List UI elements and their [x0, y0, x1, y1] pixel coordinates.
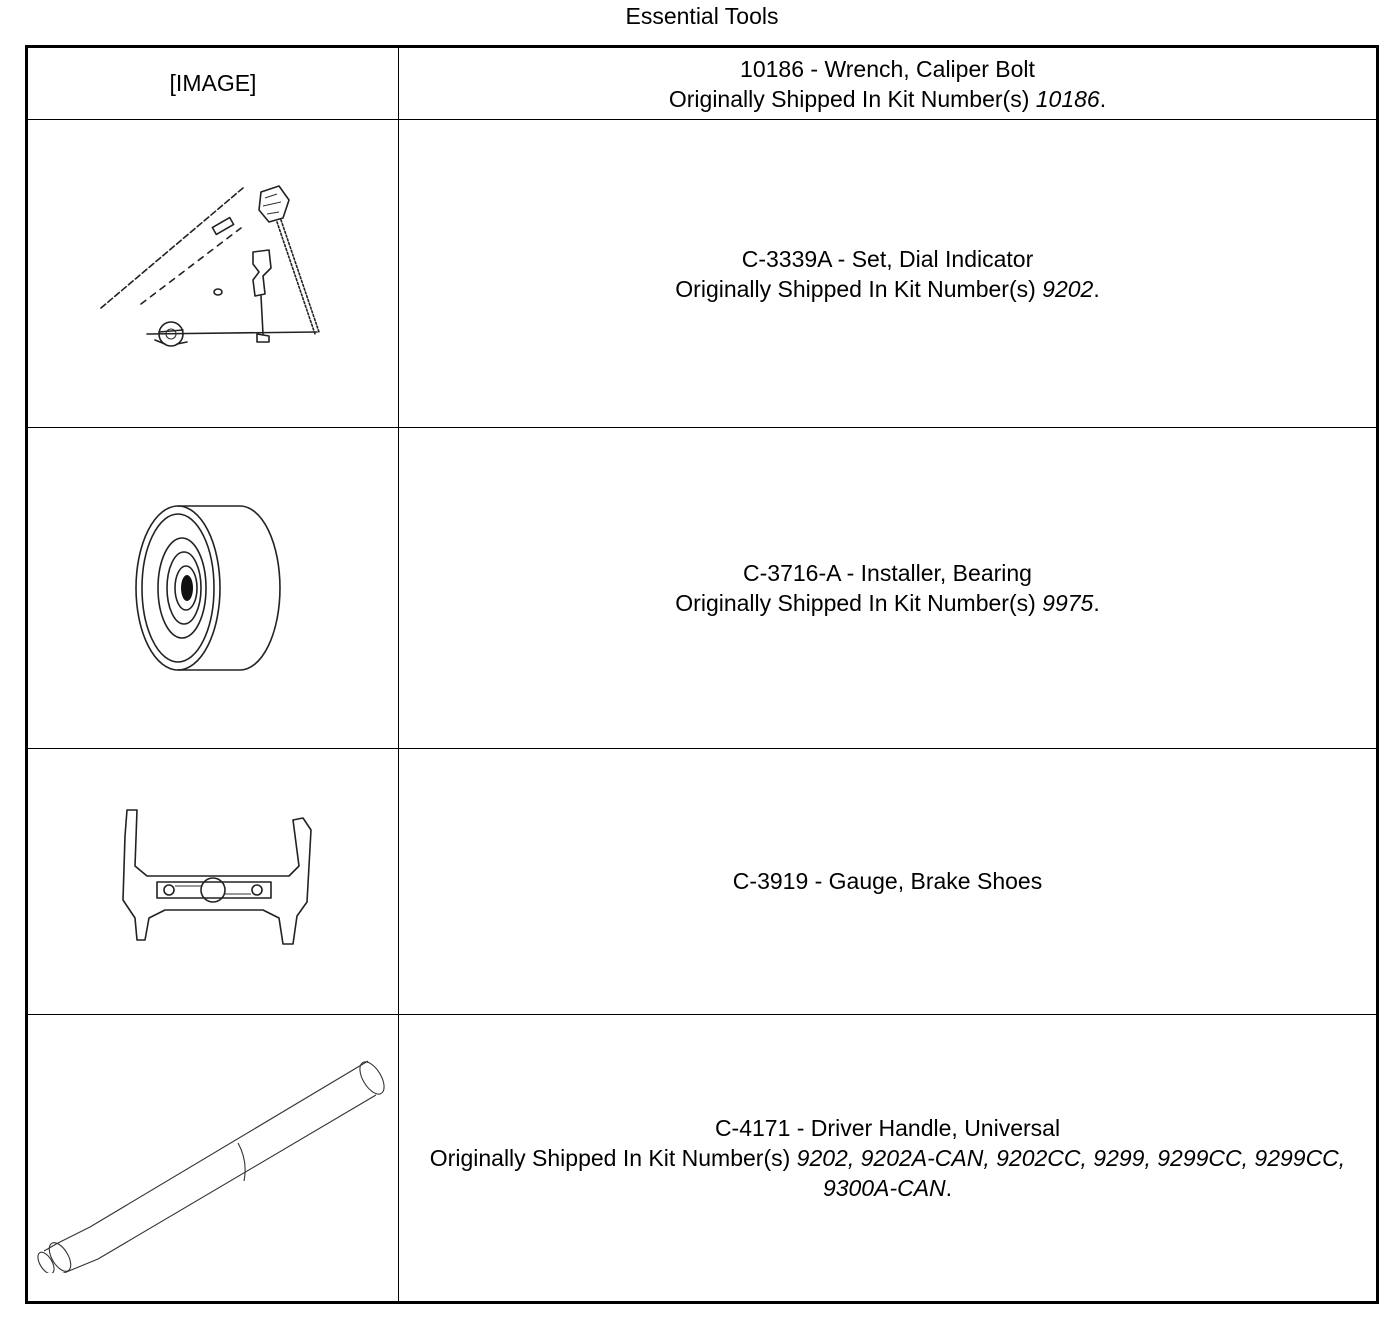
table-row [27, 428, 1378, 748]
kit-numbers: 10186 [1035, 85, 1100, 112]
tool-name: C-3339A - Set, Dial Indicator [741, 245, 1034, 272]
kit-prefix: Originally Shipped In Kit Number(s) [675, 275, 1043, 302]
dial-indicator-set-icon [93, 184, 333, 364]
essential-tools-table [25, 45, 1379, 1304]
tool-description [399, 748, 1378, 1014]
tool-image-placeholder: [IMAGE] [27, 47, 399, 120]
tool-description [399, 428, 1378, 748]
tool-image-cell [27, 120, 399, 428]
tool-image-cell [27, 1014, 399, 1302]
tool-description [399, 120, 1378, 428]
kit-suffix: . [1093, 275, 1100, 302]
bearing-installer-icon [128, 498, 298, 678]
kit-line [399, 588, 1376, 618]
kit-line [399, 1143, 1376, 1203]
tool-description [399, 47, 1378, 120]
kit-prefix: Originally Shipped In Kit Number(s) [668, 85, 1036, 112]
tool-name: C-3716-A - Installer, Bearing [743, 559, 1032, 586]
kit-suffix: . [1093, 589, 1100, 616]
tool-name: C-4171 - Driver Handle, Universal [714, 1114, 1061, 1141]
kit-numbers: 9202 [1042, 275, 1094, 302]
brake-shoe-gauge-icon [113, 806, 313, 956]
tool-description [399, 1014, 1378, 1302]
kit-prefix: Originally Shipped In Kit Number(s) [429, 1144, 797, 1171]
kit-suffix: . [945, 1174, 953, 1201]
driver-handle-icon [30, 1043, 396, 1273]
table-row [27, 1014, 1378, 1302]
table-row [27, 47, 1378, 120]
tool-image-cell [27, 428, 399, 748]
page-title: Essential Tools [625, 3, 779, 29]
kit-numbers: 9975 [1042, 589, 1094, 616]
tool-name: 10186 - Wrench, Caliper Bolt [740, 55, 1035, 82]
kit-line [399, 84, 1376, 114]
kit-numbers: 9202, 9202A-CAN, 9202CC, 9299, 9299CC, 9299CC, 9300A-CAN [796, 1144, 1346, 1201]
tool-image-cell [27, 748, 399, 1014]
table-row [27, 120, 1378, 428]
table-row [27, 748, 1378, 1014]
tool-name: C-3919 - Gauge, Brake Shoes [732, 868, 1043, 895]
kit-prefix: Originally Shipped In Kit Number(s) [675, 589, 1043, 616]
kit-line [399, 274, 1376, 304]
kit-suffix: . [1099, 85, 1107, 112]
